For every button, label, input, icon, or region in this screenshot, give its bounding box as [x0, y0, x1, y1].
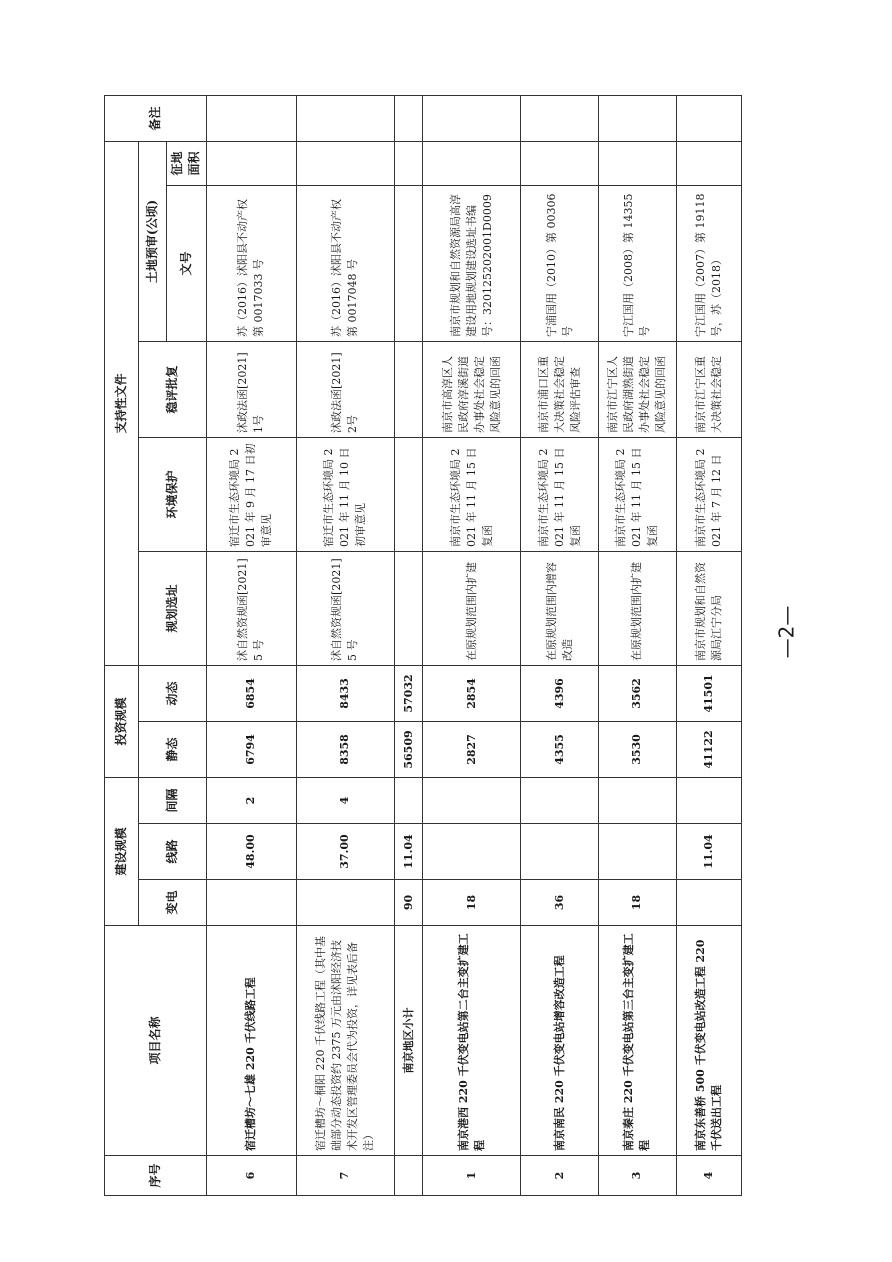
cell-dynamic: 41501: [676, 665, 741, 721]
cell-env: 宿迁市生态环境局 2021 年 9 月 17 日初审意见: [206, 437, 296, 551]
header-remarks: 备注: [105, 95, 207, 141]
cell-line: 11.04: [394, 824, 423, 880]
cell-substation: 18: [423, 880, 521, 926]
cell-remark: [423, 95, 521, 141]
header-land-pre-review: 土地预审(公顷): [139, 141, 167, 341]
cell-static: 6794: [206, 721, 296, 777]
cell-line: [521, 824, 599, 880]
cell-land-area: [206, 141, 296, 185]
cell-remark: [521, 95, 599, 141]
cell-serial: 3: [598, 1156, 676, 1196]
cell-project-name: 南京地区小计: [394, 926, 423, 1156]
cell-land-doc: 宁浦国用（2010）第 00306 号: [521, 185, 599, 341]
cell-project-name: 宿迁槽坊～桐阳 220 千伏线路工程（其中基础部分动态投资约 2375 万元由沭阳经济技术开发区管理委员会代为投资，详见表后备注）: [296, 926, 394, 1156]
cell-line: 11.04: [676, 824, 741, 880]
cell-dynamic: 4396: [521, 665, 599, 721]
cell-stability: 沭政法函[2021]2号: [296, 341, 394, 437]
header-build-scale: 建设规模: [105, 777, 139, 925]
cell-line: 48.00: [206, 824, 296, 880]
cell-static: 8358: [296, 721, 394, 777]
cell-serial: [394, 1156, 423, 1196]
header-invest-scale: 投资规模: [105, 665, 139, 777]
cell-land-doc: 苏（2016）沭阳县不动产权第 0017048 号: [296, 185, 394, 341]
cell-stability: 南京市浦口区重大决策社会稳定风险评估审查: [521, 341, 599, 437]
cell-land-doc: 苏（2016）沭阳县不动产权第 0017033 号: [206, 185, 296, 341]
cell-land-area: [598, 141, 676, 185]
header-serial: 序号: [105, 1156, 207, 1196]
project-table: [104, 95, 742, 1196]
header-dynamic: 动态: [139, 665, 207, 721]
cell-bay: [521, 777, 599, 823]
cell-remark: [296, 95, 394, 141]
rotated-table-sheet: [104, 96, 742, 1196]
cell-remark: [394, 95, 423, 141]
cell-remark: [598, 95, 676, 141]
header-substation: 变电: [139, 880, 207, 926]
cell-land-area: [423, 141, 521, 185]
cell-bay: [598, 777, 676, 823]
header-line: 线路: [139, 824, 207, 880]
cell-planning: 沭自然资规函[2021]5 号: [206, 551, 296, 665]
cell-line: [598, 824, 676, 880]
cell-stability: 南京市高淳区人民政府淳溪街道办事处社会稳定风险意见的回函: [423, 341, 521, 437]
table-row: [676, 95, 741, 1195]
cell-land-area: [676, 141, 741, 185]
page-number: —2—: [774, 605, 799, 659]
cell-serial: 4: [676, 1156, 741, 1196]
header-land-area: 征地面积: [167, 141, 207, 185]
cell-env: 南京市生态环境局 2021 年 11 月 15 日复函: [598, 437, 676, 551]
cell-land-doc: 南京市规划和自然资源局高淳建设用地规划建设选址书编号：320125202001D0009: [423, 185, 521, 341]
cell-static: 4355: [521, 721, 599, 777]
header-project-name: 项目名称: [105, 926, 207, 1156]
table-row: [521, 95, 599, 1195]
header-support-docs: 支持性文件: [105, 141, 139, 665]
cell-project-name: 南京秦庄 220 千伏变电站第三台主变扩建工程: [598, 926, 676, 1156]
cell-planning: 在原规划范围内扩建: [423, 551, 521, 665]
cell-stability: 南京市江宁区重大决策社会稳定: [676, 341, 741, 437]
cell-planning: 沭自然资规函[2021]5 号: [296, 551, 394, 665]
cell-line: [423, 824, 521, 880]
cell-bay: 4: [296, 777, 394, 823]
cell-line: 37.00: [296, 824, 394, 880]
cell-bay: [676, 777, 741, 823]
cell-serial: 1: [423, 1156, 521, 1196]
cell-serial: 2: [521, 1156, 599, 1196]
table-row: [296, 95, 394, 1195]
table-row: [598, 95, 676, 1195]
cell-stability: 南京市江宁区人民政府湖熟街道办事处社会稳定风险意见的回函: [598, 341, 676, 437]
cell-project-name: 南京港西 220 千伏变电站第二台主变扩建工程: [423, 926, 521, 1156]
cell-land-area: [521, 141, 599, 185]
cell-serial: 6: [206, 1156, 296, 1196]
cell-stability: [394, 341, 423, 437]
header-static: 静态: [139, 721, 207, 777]
cell-remark: [206, 95, 296, 141]
cell-land-doc: 宁江国用（2008）第 14355 号: [598, 185, 676, 341]
cell-env: 南京市生态环境局 2021 年 7 月 12 日: [676, 437, 741, 551]
cell-env: 宿迁市生态环境局 2021 年 11 月 10 日初审意见: [296, 437, 394, 551]
cell-planning: 南京市规划和自然资源局江宁分局: [676, 551, 741, 665]
cell-bay: [394, 777, 423, 823]
header-doc-no: 文号: [167, 185, 207, 341]
cell-planning: 在原规划范围内增容改造: [521, 551, 599, 665]
cell-land-area: [394, 141, 423, 185]
cell-bay: 2: [206, 777, 296, 823]
cell-substation: [676, 880, 741, 926]
cell-static: 41122: [676, 721, 741, 777]
header-bay: 间隔: [139, 777, 207, 823]
cell-serial: 7: [296, 1156, 394, 1196]
cell-planning: 在原规划范围内扩建: [598, 551, 676, 665]
table-row-subtotal: [394, 95, 423, 1195]
cell-project-name: 南京东善桥 500 千伏变电站改造工程 220 千伏送出工程: [676, 926, 741, 1156]
table-row: [423, 95, 521, 1195]
cell-substation: 18: [598, 880, 676, 926]
cell-project-name: 南京南民 220 千伏变电站增容改造工程: [521, 926, 599, 1156]
table-row: [206, 95, 296, 1195]
cell-stability: 沭政法函[2021]1号: [206, 341, 296, 437]
cell-dynamic: 57032: [394, 665, 423, 721]
header-env-protection: 环境保护: [139, 437, 207, 551]
cell-dynamic: 2854: [423, 665, 521, 721]
cell-env: 南京市生态环境局 2021 年 11 月 15 日复函: [423, 437, 521, 551]
cell-substation: [206, 880, 296, 926]
cell-dynamic: 3562: [598, 665, 676, 721]
cell-remark: [676, 95, 741, 141]
header-planning-site: 规划选址: [139, 551, 207, 665]
cell-bay: [423, 777, 521, 823]
cell-planning: [394, 551, 423, 665]
cell-dynamic: 8433: [296, 665, 394, 721]
cell-dynamic: 6854: [206, 665, 296, 721]
cell-env: [394, 437, 423, 551]
cell-substation: 36: [521, 880, 599, 926]
cell-static: 3530: [598, 721, 676, 777]
cell-env: 南京市生态环境局 2021 年 11 月 15 日复函: [521, 437, 599, 551]
cell-land-doc: [394, 185, 423, 341]
cell-substation: [296, 880, 394, 926]
header-stability-review: 稳评批复: [139, 341, 207, 437]
cell-land-area: [296, 141, 394, 185]
cell-substation: 90: [394, 880, 423, 926]
cell-land-doc: 宁江国用（2007）第 19118 号，苏（2018）: [676, 185, 741, 341]
cell-static: 2827: [423, 721, 521, 777]
cell-static: 56509: [394, 721, 423, 777]
cell-project-name: 宿迁槽坊～七雄 220 千伏线路工程: [206, 926, 296, 1156]
